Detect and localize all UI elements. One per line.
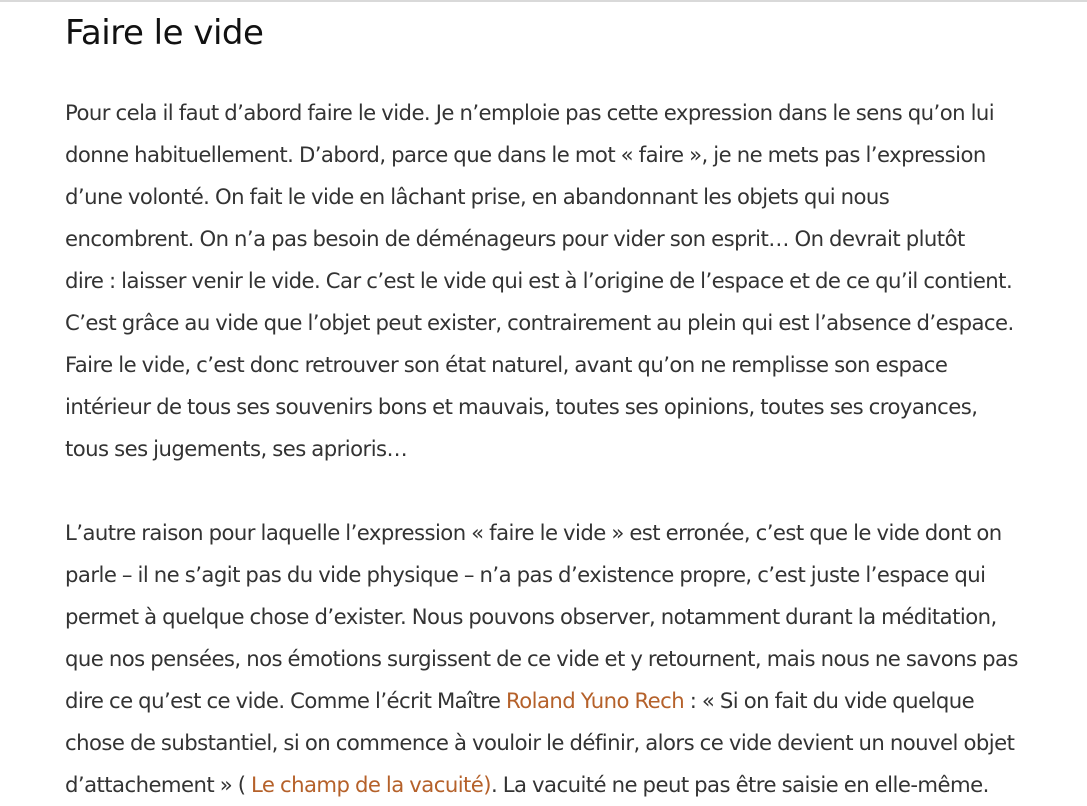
paragraph-line: intérieur de tous ses souvenirs bons et mauvais, toutes ses opinions, toutes ses croyances, <box>65 394 978 419</box>
paragraph-line: tous ses jugements, ses aprioris… <box>65 436 408 461</box>
top-divider <box>0 0 1087 2</box>
paragraph-line <box>65 680 1075 722</box>
paragraph-line: permet à quelque chose d’exister. Nous pouvons observer, notamment durant la méditation, <box>65 604 997 629</box>
line-text: : « Si on fait du vide quelque <box>684 688 975 713</box>
paragraph-line: que nos pensées, nos émotions surgissent de ce vide et y retournent, mais nous ne savons pas <box>65 646 1018 671</box>
line-text: . La vacuité ne peut pas être saisie en elle-même. <box>491 772 989 797</box>
paragraph-line: d’une volonté. On fait le vide en lâchant prise, en abandonnant les objets qui nous <box>65 184 890 209</box>
paragraph-line: donne habituellement. D’abord, parce que dans le mot « faire », je ne mets pas l’expression <box>65 142 986 167</box>
line-text: d’attachement » ( <box>65 772 252 797</box>
paragraph-line: dire : laisser venir le vide. Car c’est le vide qui est à l’origine de l’espace et de ce qu’il contient. <box>65 268 1013 293</box>
paragraph-line: Pour cela il faut d’abord faire le vide. Je n’emploie pas cette expression dans le sens qu’on lui <box>65 100 995 125</box>
paragraph-line: Faire le vide, c’est donc retrouver son état naturel, avant qu’on ne remplisse son espace <box>65 352 948 377</box>
paragraph-line: L’autre raison pour laquelle l’expression « faire le vide » est erronée, c’est que le vide dont on <box>65 520 1002 545</box>
article-body <box>65 10 1075 806</box>
paragraph-1 <box>65 92 1075 470</box>
paragraph-line: parle – il ne s’agit pas du vide physique – n’a pas d’existence propre, c’est juste l’espace qui <box>65 562 986 587</box>
paragraph-line: chose de substantiel, si on commence à vouloir le définir, alors ce vide devient un nouvel objet <box>65 730 1015 755</box>
paragraph-line: encombrent. On n’a pas besoin de déménageurs pour vider son esprit… On devrait plutôt <box>65 226 965 251</box>
author-link-roland-yuno-rech[interactable]: Roland Yuno Rech <box>505 688 685 713</box>
book-link-champ-vacuite[interactable]: Le champ de la vacuité) <box>251 772 491 797</box>
line-text: dire ce qu’est ce vide. Comme l’écrit Maître <box>65 688 506 713</box>
section-heading: Faire le vide <box>65 13 264 53</box>
paragraph-line: C’est grâce au vide que l’objet peut exister, contrairement au plein qui est l’absence d’espace. <box>65 310 1014 335</box>
paragraph-2 <box>65 512 1075 806</box>
